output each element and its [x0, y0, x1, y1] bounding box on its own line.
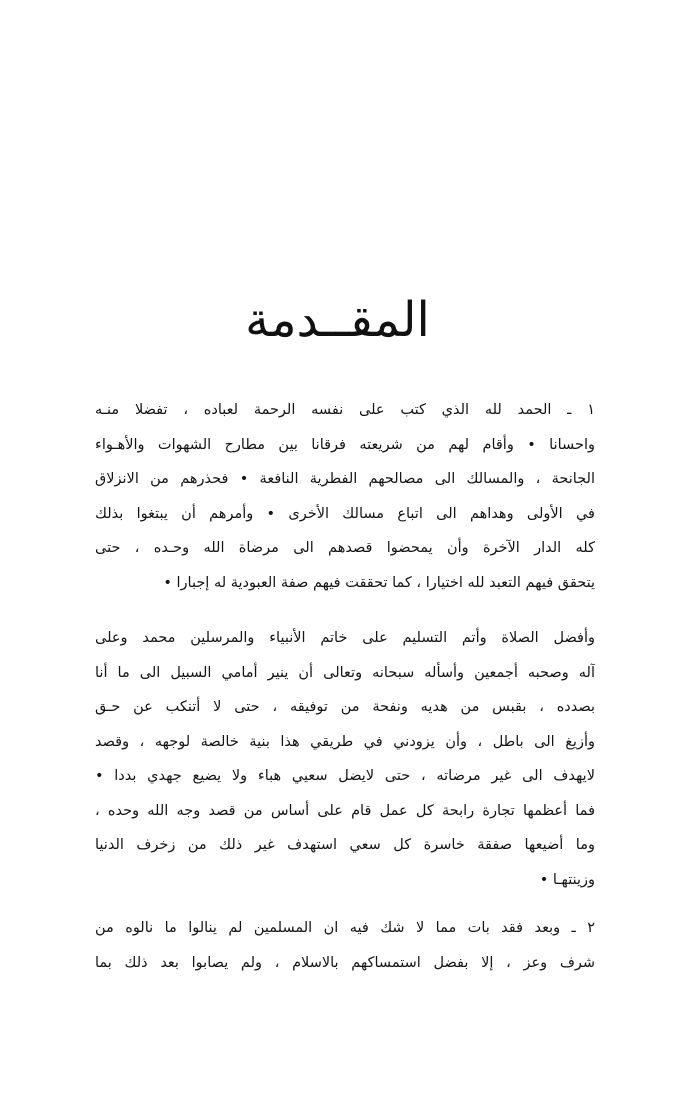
- paragraph-3: [95, 911, 595, 980]
- text-line: في الأولى وهداهم الى اتباع مسالك الأخرى • وأمرهم أن يبتغوا بذلك: [95, 505, 595, 522]
- text-line: ١ ـ الحمد لله الذي كتب على نفسه الرحمة لعباده ، تفضلا منـه: [95, 402, 595, 418]
- text-line: آله وصحبه أجمعين وأسأله سبحانه وتعالى أن ينير أمامي السبيل الى ما أنا: [95, 664, 595, 681]
- text-line: شرف وعز ، إلا بفضل استمساكهم بالاسلام ، ولم يصابوا بعد ذلك بما: [95, 954, 595, 971]
- paragraph-2: [95, 621, 595, 897]
- text-line: فما أعظمها تجارة رابحة كل عمل قام على أساس من قصد وجه الله وحده ،: [95, 802, 595, 819]
- text-line: وما أضيعها صفقة خاسرة كل سعي استهدف غير ذلك من زخرف الدنيا: [95, 837, 595, 853]
- text-line: يتحقق فيهم التعبد لله اختيارا ، كما تحققت فيهم صفة العبودية له إجبارا •: [163, 574, 595, 591]
- text-line: لايهدف الى غير مرضاته ، حتى لايضل سعيي هباء ولا يضيع جهدي بددا •: [95, 768, 595, 784]
- text-line: واحسانا • وأقام لهم من شريعته فرقانا بين مطارح الشهوات والأهـواء: [95, 436, 595, 453]
- text-line: وزينتهـا •: [539, 871, 595, 888]
- page-title: المقــدمة: [245, 292, 430, 348]
- paragraph-1: [95, 393, 595, 600]
- text-line: بصدده ، بقبس من هديه ونفحة من توفيقه ، حتى لا أتنكب عن حـق: [95, 699, 595, 715]
- text-line: وأفضل الصلاة وأتم التسليم على خاتم الأنبياء والمرسلين محمد وعلى: [95, 630, 595, 646]
- text-line: كله الدار الآخرة وأن يمحضوا قصدهم الى مرضاة الله وحـده ، حتى: [95, 540, 595, 556]
- text-line: وأزيغ الى باطل ، وأن يزودني في طريقي هذا بنية خالصة لوجهه ، وقصد: [95, 733, 595, 750]
- text-line: ٢ ـ وبعد فقد بات مما لا شك فيه ان المسلمين لم ينالوا ما نالوه من: [95, 920, 595, 936]
- text-line: الجانحة ، والمسالك الى مصالحهم الفطرية النافعة • فحذرهم من الانزلاق: [95, 471, 595, 487]
